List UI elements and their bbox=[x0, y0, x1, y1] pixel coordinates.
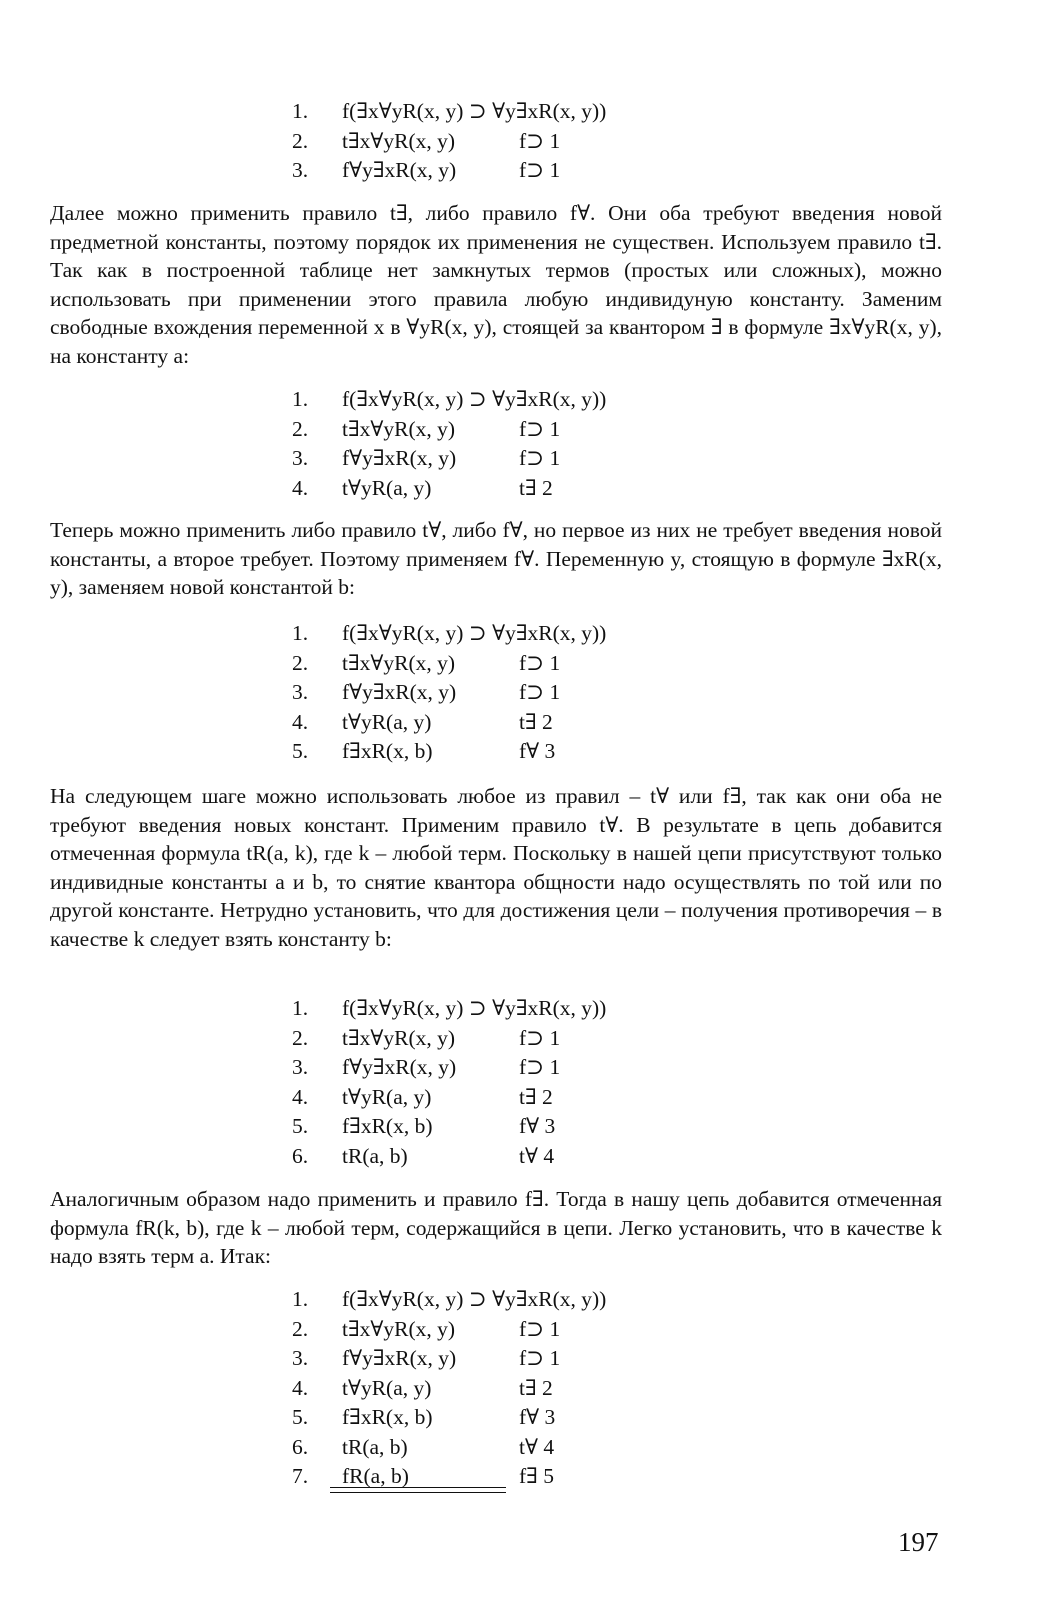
row-justification: f⊃ 1 bbox=[519, 1055, 561, 1079]
row-justification: f∀ 3 bbox=[519, 1405, 556, 1429]
row-formula: f∀y∃xR(x, y) bbox=[342, 446, 457, 470]
row-number: 4. bbox=[292, 709, 309, 734]
row-justification: t∃ 2 bbox=[519, 1375, 553, 1400]
row-formula: f∀y∃xR(x, y) bbox=[342, 1346, 457, 1370]
row-justification: t∃ 2 bbox=[519, 1084, 553, 1109]
row-number: 2. bbox=[292, 650, 309, 675]
row-number: 3. bbox=[292, 1055, 309, 1079]
row-justification: f⊃ 1 bbox=[519, 1346, 561, 1370]
row-justification: f∀ 3 bbox=[519, 739, 556, 763]
row-justification: f⊃ 1 bbox=[519, 446, 561, 470]
row-formula: f(∃x∀yR(x, y) ⊃ ∀y∃xR(x, y)) bbox=[342, 387, 607, 411]
row-number: 4. bbox=[292, 475, 309, 500]
row-justification: t∀ 4 bbox=[519, 1143, 555, 1168]
paragraph-1: Далее можно применить правило t∃, либо правило f∀. Они оба требуют введения новой предметной константы, поэтому порядок их применения не существен. Используем правило t∃. Так как в построенной таблице нет замкнутых термов (простых или сложных), можно использовать при применении этого правила любую индивидуную константу. Заменим свободные вхождения переменной x в ∀yR(x, y), стоящей за квантором ∃ в формуле ∃x∀yR(x, y), на константу a: bbox=[50, 201, 942, 368]
row-number: 2. bbox=[292, 1025, 309, 1050]
row-justification: f⊃ 1 bbox=[519, 158, 561, 182]
row-formula: f(∃x∀yR(x, y) ⊃ ∀y∃xR(x, y)) bbox=[342, 1287, 607, 1311]
row-formula: tR(a, b) bbox=[342, 1434, 408, 1459]
row-number: 1. bbox=[292, 99, 309, 123]
row-formula: t∃x∀yR(x, y) bbox=[342, 416, 456, 441]
row-justification: f⊃ 1 bbox=[519, 1316, 561, 1341]
row-number: 6. bbox=[292, 1434, 309, 1459]
row-number: 6. bbox=[292, 1143, 309, 1168]
row-justification: f⊃ 1 bbox=[519, 680, 561, 704]
row-formula: t∀yR(a, y) bbox=[342, 709, 432, 734]
row-formula: f∃xR(x, b) bbox=[342, 1405, 433, 1429]
row-justification: t∃ 2 bbox=[519, 709, 553, 734]
paragraph-4: Аналогичным образом надо применить и правило f∃. Тогда в нашу цепь добавится отмеченная формула fR(k, b), где k – любой терм, содержащийся в цепи. Легко установить, что в качестве k надо взять терм a. Итак: bbox=[50, 1187, 942, 1269]
row-number: 3. bbox=[292, 680, 309, 704]
row-number: 1. bbox=[292, 387, 309, 411]
row-formula: t∀yR(a, y) bbox=[342, 475, 432, 500]
row-formula: f∀y∃xR(x, y) bbox=[342, 1055, 457, 1079]
row-number: 4. bbox=[292, 1375, 309, 1400]
row-number: 7. bbox=[292, 1464, 309, 1488]
closed-branch-double-rule bbox=[330, 1487, 506, 1493]
row-formula: f∀y∃xR(x, y) bbox=[342, 158, 457, 182]
row-justification: f⊃ 1 bbox=[519, 128, 561, 153]
paragraph-3: На следующем шаге можно использовать любое из правил – t∀ или f∃, так как они оба не требуют введения новых констант. Применим правило t∀. В результате в цепь добавится отмеченная формула tR(a, k), где k – любой терм. Поскольку в нашей цепи присутствуют только индивидные константы a и b, то снятие квантора общности надо осуществлять по той или по другой константе. Нетрудно установить, что для достижения цели – получения противоречия – в качестве k следует взять константу b: bbox=[50, 784, 942, 951]
row-formula: f∃xR(x, b) bbox=[342, 1114, 433, 1138]
row-formula: t∃x∀yR(x, y) bbox=[342, 650, 456, 675]
row-number: 2. bbox=[292, 416, 309, 441]
row-number: 1. bbox=[292, 1287, 309, 1311]
paragraph-2: Теперь можно применить либо правило t∀, либо f∀, но первое из них не требует введения новой константы, а второе требует. Поэтому применяем f∀. Переменную y, стоящую в формуле ∃xR(x, y), заменяем новой константой b: bbox=[50, 518, 942, 600]
row-number: 3. bbox=[292, 1346, 309, 1370]
row-formula: f(∃x∀yR(x, y) ⊃ ∀y∃xR(x, y)) bbox=[342, 621, 607, 645]
row-formula: tR(a, b) bbox=[342, 1143, 408, 1168]
page-number: 197 bbox=[898, 1527, 939, 1557]
row-number: 3. bbox=[292, 446, 309, 470]
row-justification: f∀ 3 bbox=[519, 1114, 556, 1138]
row-justification: f⊃ 1 bbox=[519, 1025, 561, 1050]
row-number: 3. bbox=[292, 158, 309, 182]
row-formula: t∀yR(a, y) bbox=[342, 1084, 432, 1109]
row-number: 2. bbox=[292, 1316, 309, 1341]
row-formula: t∃x∀yR(x, y) bbox=[342, 1316, 456, 1341]
row-formula: f∃xR(x, b) bbox=[342, 739, 433, 763]
row-formula: t∃x∀yR(x, y) bbox=[342, 1025, 456, 1050]
row-number: 5. bbox=[292, 1405, 309, 1429]
row-justification: t∃ 2 bbox=[519, 475, 553, 500]
row-number: 5. bbox=[292, 739, 309, 763]
row-number: 2. bbox=[292, 128, 309, 153]
row-number: 1. bbox=[292, 621, 309, 645]
row-number: 1. bbox=[292, 996, 309, 1020]
row-formula: f(∃x∀yR(x, y) ⊃ ∀y∃xR(x, y)) bbox=[342, 99, 607, 123]
row-number: 4. bbox=[292, 1084, 309, 1109]
row-justification: f⊃ 1 bbox=[519, 416, 561, 441]
row-formula: t∃x∀yR(x, y) bbox=[342, 128, 456, 153]
row-formula: t∀yR(a, y) bbox=[342, 1375, 432, 1400]
row-formula: f∀y∃xR(x, y) bbox=[342, 680, 457, 704]
row-justification: f⊃ 1 bbox=[519, 650, 561, 675]
row-formula: f(∃x∀yR(x, y) ⊃ ∀y∃xR(x, y)) bbox=[342, 996, 607, 1020]
row-formula: fR(a, b) bbox=[342, 1464, 409, 1488]
row-number: 5. bbox=[292, 1114, 309, 1138]
row-justification: t∀ 4 bbox=[519, 1434, 555, 1459]
row-justification: f∃ 5 bbox=[519, 1464, 554, 1488]
